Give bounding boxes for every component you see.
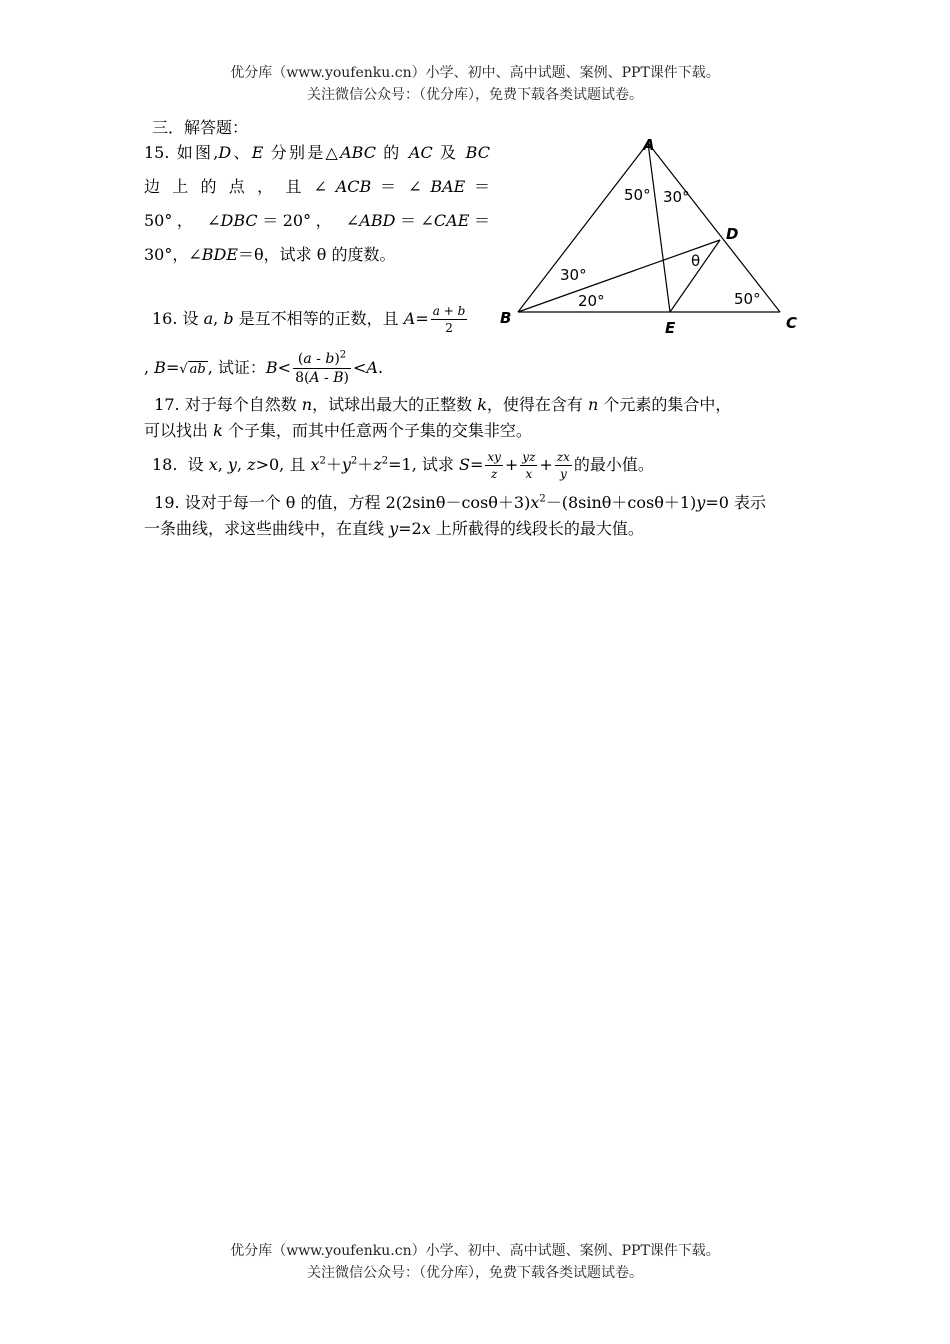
header-line-1: 优分库（www.youfenku.cn）小学、初中、高中试题、案例、PPT课件下载。 xyxy=(230,65,720,81)
angle-label-30-at-b: 30° xyxy=(560,266,587,284)
problem-15: 15. 如图,D、E 分别是△ABC 的 AC 及 BC 边 上 的 点 ， 且 ∠ ACB ＝ ∠ BAE ＝ 50°， ∠DBC＝20°， ∠ABD＝∠CAE＝ 30°，∠BDE＝θ，试求 θ 的度数。 xyxy=(144,143,491,264)
page-footer xyxy=(0,1240,950,1284)
problem-16-line-2: , B=√ ab , 试证：B< $\frac{(a - b)^2}{8(A - B)}$ <A. xyxy=(144,349,384,386)
problem-19: 19. 设对于每一个 θ 的值，方程 $2(2\sin\theta-\cos\theta+3)x^2-(8\sin\theta+\cos\theta+1)y=0$ 表示 一条曲线，求这些曲线中，在直线 y=2x 上所截得的线段长的最大值。 xyxy=(144,493,767,538)
segment-bd xyxy=(518,240,720,312)
angle-label-50-at-c: 50° xyxy=(734,290,761,308)
header-line-2: 关注微信公众号：（优分库），免费下载各类试题试卷。 xyxy=(307,87,643,103)
angle-label-30-at-a: 30° xyxy=(663,188,690,206)
footer-line-1: 优分库（www.youfenku.cn）小学、初中、高中试题、案例、PPT课件下载。 xyxy=(230,1243,720,1259)
point-d-label: D xyxy=(726,225,739,243)
segment-de xyxy=(670,240,720,312)
segment-ac xyxy=(648,143,780,312)
angle-label-50-at-a: 50° xyxy=(624,186,651,204)
section-title: 三．解答题： xyxy=(152,118,249,137)
segment-ae xyxy=(648,143,670,312)
point-c-label: C xyxy=(786,314,798,332)
angle-label-20-at-b: 20° xyxy=(578,292,605,310)
problem-17: 17. 对于每个自然数 n，试球出最大的正整数 k，使得在含有 n 个元素的集合中， 可以找出 k 个子集，而其中任意两个子集的交集非空。 xyxy=(144,395,732,440)
angle-label-theta: θ xyxy=(691,252,701,270)
point-b-label: B xyxy=(500,309,512,327)
page-header xyxy=(0,62,950,106)
footer-line-2: 关注微信公众号：（优分库），免费下载各类试题试卷。 xyxy=(307,1265,643,1281)
problem-16-line-1: 16. 设 a, b 是互不相等的正数，且 A= $\frac{a + b}{2}$ xyxy=(152,304,466,335)
problem-18: 18. 设 x, y, z>0, 且 $x^2+y^2+z^2=1$, 试求 S= $\frac{xy}{z}$ + $\frac{yz}{x}$ + $\frac{zx}{y}$ 的最小值。 xyxy=(152,450,654,481)
triangle-figure xyxy=(492,130,812,340)
point-e-label: E xyxy=(665,319,676,337)
segment-ab xyxy=(518,143,648,312)
point-a-label: A xyxy=(643,136,655,154)
